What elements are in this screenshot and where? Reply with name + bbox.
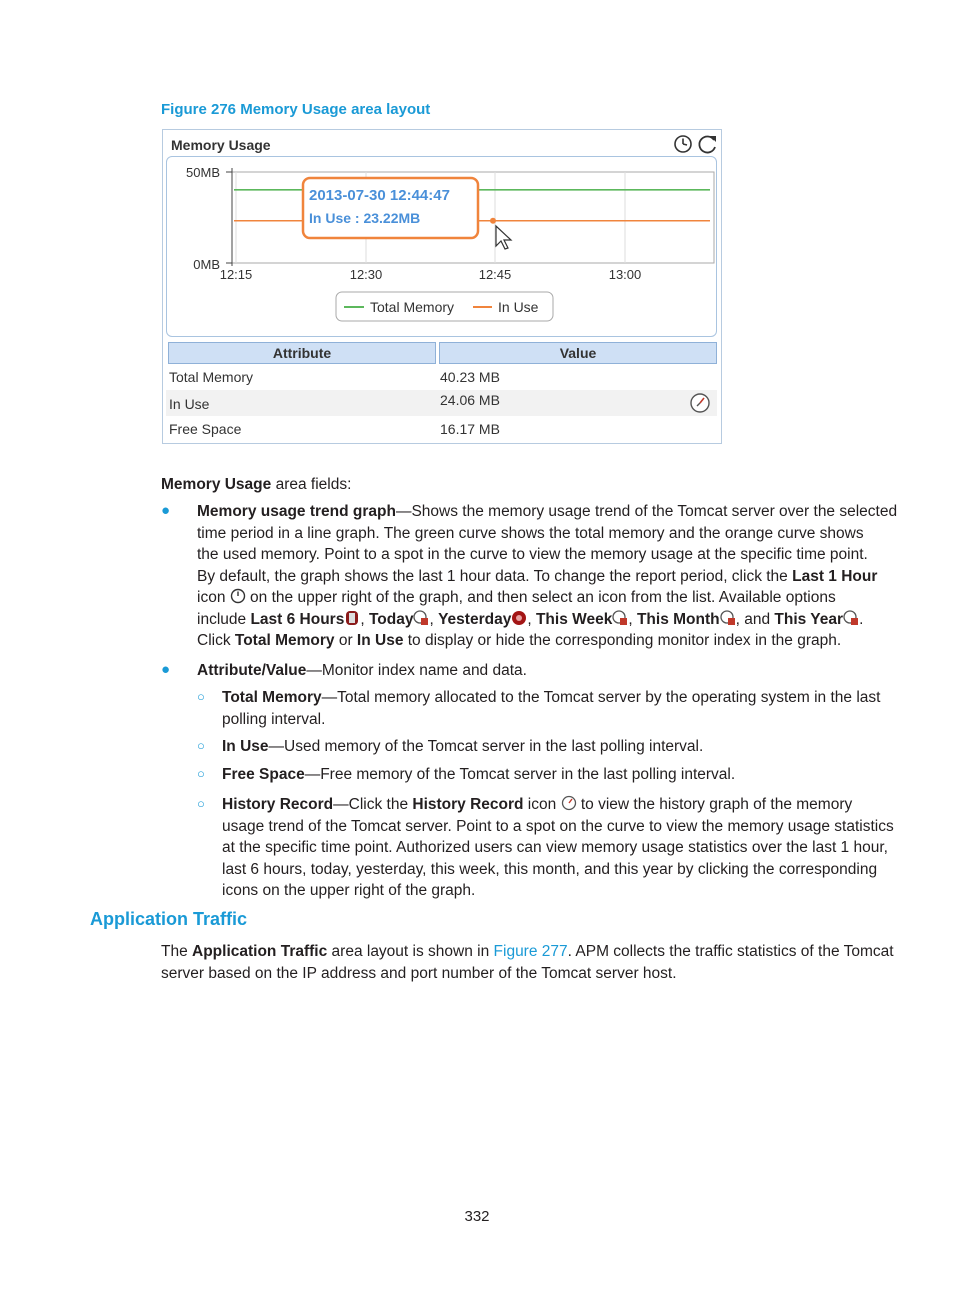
page-number: 332 xyxy=(464,1208,490,1225)
x-tick-label: 12:15 xyxy=(219,267,253,282)
clock-icon[interactable] xyxy=(675,136,691,152)
legend-label: In Use xyxy=(498,299,539,315)
table-header-attribute: Attribute xyxy=(168,342,436,364)
memory-trend-chart[interactable] xyxy=(166,156,717,337)
sub-bullet: ○ xyxy=(197,689,205,704)
panel-toolbar xyxy=(672,133,720,155)
sub-bullet: ○ xyxy=(197,766,205,781)
sub-total-memory: Total Memory—Total memory allocated to the Tomcat server by the operating system in the last polling interval. xyxy=(222,689,881,728)
sub-in-use: In Use—Used memory of the Tomcat server in the last polling interval. xyxy=(222,738,704,755)
last-6-hours-icon xyxy=(344,610,360,626)
fields-intro: Memory Usage area fields: xyxy=(161,476,352,493)
mouse-cursor-icon xyxy=(496,226,511,249)
bullet-memory-trend: Memory usage trend graph—Shows the memory usage trend of the Tomcat server over the selected time period in a line graph. The green curve shows the total memory and the orange curve shows the used memory. Point to a spot in the curve to view the memory usage at the specific time point. By default, the graph shows the last 1 hour data. To change the report period, click the Last 1 Hour icon on the upper right of the graph, and then select an icon from the list. Available options include Last 6 Hours , Today , Yesterday , This Week , This Month , and This Year . Click Total Memory or In Use to display or hide the corresponding monitor index in the graph. xyxy=(197,503,898,649)
x-tick-label: 12:45 xyxy=(478,267,512,282)
history-record-icon xyxy=(561,795,577,811)
table-header-value: Value xyxy=(439,342,717,364)
this-week-icon xyxy=(612,610,628,626)
today-icon xyxy=(413,610,429,626)
legend-label: Total Memory xyxy=(370,299,455,315)
refresh-icon[interactable] xyxy=(699,136,716,153)
table-cell-value: 40.23 MB xyxy=(440,369,500,385)
bullet-dot: ● xyxy=(161,502,171,519)
sub-free-space: Free Space—Free memory of the Tomcat server in the last polling interval. xyxy=(222,766,736,783)
sub-history-record: History Record—Click the History Record icon to view the history graph of the memory usage trend of the Tomcat server. Point to a spot on the curve to view the memory usage statistics at the specific time point. Authorized users can view memory usage statistics over the last 1 hour, last 6 hours, today, yesterday, this week, this month, and this year by clicking the corresponding icons on the upper right of the graph. xyxy=(222,796,894,899)
this-year-icon xyxy=(843,610,859,626)
x-tick-label: 13:00 xyxy=(608,267,642,282)
table-cell-value: 24.06 MB xyxy=(440,392,500,408)
section-heading: Application Traffic xyxy=(90,909,248,929)
y-tick-label: 0MB xyxy=(193,257,220,272)
sub-bullet: ○ xyxy=(197,796,205,811)
section-paragraph: The Application Traffic area layout is shown in Figure 277. APM collects the traffic statistics of the Tomcat server based on the IP address and port number of the Tomcat server host. xyxy=(161,943,894,982)
sub-bullet: ○ xyxy=(197,738,205,753)
history-record-icon[interactable] xyxy=(689,392,711,414)
chart-tooltip xyxy=(303,178,478,238)
table-cell-attribute: Total Memory xyxy=(169,369,254,385)
panel-title: Memory Usage xyxy=(171,137,271,153)
bullet-attribute-value: Attribute/Value—Monitor index name and data. xyxy=(197,662,527,679)
x-tick-label: 12:30 xyxy=(349,267,383,282)
y-tick-label: 50MB xyxy=(186,165,220,180)
clock-icon xyxy=(230,588,246,604)
tooltip-time: 2013-07-30 12:44:47 xyxy=(309,187,450,204)
table-cell-attribute: In Use xyxy=(169,396,210,412)
figure-link[interactable]: Figure 277 xyxy=(493,943,568,960)
highlight-point xyxy=(490,218,496,224)
this-month-icon xyxy=(720,610,736,626)
table-cell-value: 16.17 MB xyxy=(440,421,500,437)
figure-caption: Figure 276 Memory Usage area layout xyxy=(161,101,431,118)
yesterday-icon xyxy=(511,610,527,626)
bullet-dot: ● xyxy=(161,661,171,678)
tooltip-value: In Use : 23.22MB xyxy=(309,210,421,226)
table-cell-attribute: Free Space xyxy=(169,421,242,437)
